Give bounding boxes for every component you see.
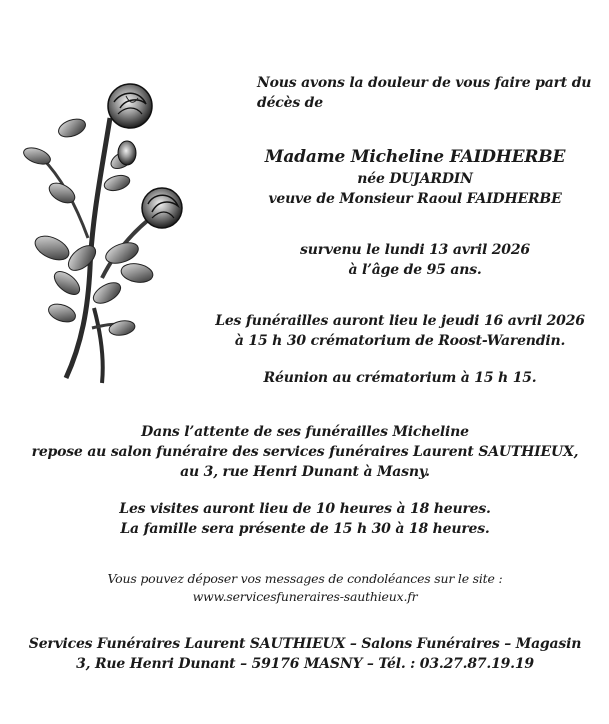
intro-line-1: Nous avons la douleur de vous faire part du <box>257 75 592 91</box>
deceased-name: Madame Micheline FAIDHERBE <box>264 147 566 167</box>
leaf <box>108 319 136 337</box>
leaf <box>103 173 132 193</box>
footer-line-2: 3, Rue Henri Dunant – 59176 MASNY – Tél. : 03.27.87.19.19 <box>76 656 534 672</box>
maiden-name: née DUJARDIN <box>357 171 473 187</box>
widow-of: veuve de Monsieur Raoul FAIDHERBE <box>268 191 562 207</box>
leaf <box>56 116 88 141</box>
leaf <box>31 231 72 264</box>
condolences-url: www.servicesfuneraires-sauthieux.fr <box>192 589 418 604</box>
leaf <box>120 261 155 284</box>
rest-line-3: au 3, rue Henri Dunant à Masny. <box>180 464 430 480</box>
intro-line-2: décès de <box>257 95 323 111</box>
leaf <box>50 267 83 299</box>
funeral-line-1: Les funérailles auront lieu le jeudi 16 avril 2026 <box>215 313 585 329</box>
funeral-line-2: à 15 h 30 crématorium de Roost-Warendin. <box>234 333 566 349</box>
death-date: survenu le lundi 13 avril 2026 <box>300 242 530 258</box>
rose-right <box>142 188 182 228</box>
visits-line-2: La famille sera présente de 15 h 30 à 18 heures. <box>120 521 490 537</box>
rose-bud <box>118 141 136 165</box>
rose-top <box>108 84 152 128</box>
meeting-line: Réunion au crématorium à 15 h 15. <box>263 370 537 386</box>
footer-line-1: Services Funéraires Laurent SAUTHIEUX – Salons Funéraires – Magasin <box>28 636 582 652</box>
visits-line-1: Les visites auront lieu de 10 heures à 18 heures. <box>119 501 491 517</box>
leaf <box>46 301 78 326</box>
rest-line-2: repose au salon funéraire des services funéraires Laurent SAUTHIEUX, <box>31 444 579 460</box>
leaf <box>64 241 100 275</box>
condolences-line: Vous pouvez déposer vos messages de condoléances sur le site : <box>107 571 503 586</box>
leaf <box>90 279 124 308</box>
rose-illustration <box>22 78 192 388</box>
rest-line-1: Dans l’attente de ses funérailles Micheline <box>141 424 469 440</box>
death-age: à l’âge de 95 ans. <box>348 262 482 278</box>
stem-low <box>94 308 103 383</box>
